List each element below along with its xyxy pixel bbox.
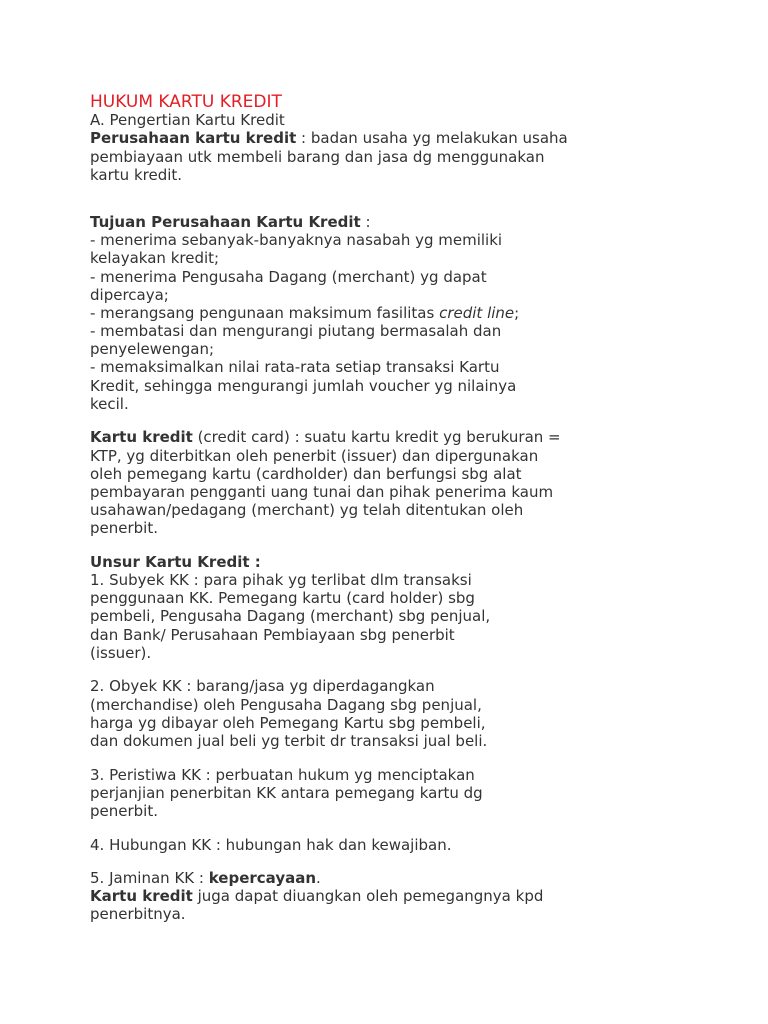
unsur-item-line — [90, 887, 730, 905]
unsur-item-2 — [90, 677, 730, 750]
unsur-item-line: 4. Hubungan KK : hubungan hak dan kewajiban. — [90, 835, 452, 854]
unsur-item-line — [90, 869, 730, 887]
kartu-kredit-line: pembayaran pengganti uang tunai dan pihak penerima kaum — [90, 482, 554, 501]
tujuan-line: penyelewengan; — [90, 340, 215, 359]
kartu-kredit-line: KTP, yg diterbitkan oleh penerbit (issuer) dan dipergunakan — [90, 446, 539, 465]
tujuan-line: Kredit, sehingga mengurangi jumlah voucher yg nilainya — [90, 376, 517, 395]
tujuan-line: kelayakan kredit; — [90, 249, 220, 268]
unsur-item-line: harga yg dibayar oleh Pemegang Kartu sbg pembeli, — [90, 713, 486, 732]
unsur-item-line: (issuer). — [90, 643, 152, 662]
tujuan-line-text: ; — [514, 303, 520, 322]
unsur-heading: Unsur Kartu Kredit : — [90, 552, 261, 571]
document-title: HUKUM KARTU KREDIT — [90, 92, 282, 112]
tujuan-heading-line — [90, 213, 730, 231]
definition-term: Perusahaan kartu kredit — [90, 129, 297, 148]
tujuan-line — [90, 304, 730, 322]
unsur-item-line: pembeli, Pengusaha Dagang (merchant) sbg penjual, — [90, 607, 491, 626]
tujuan-line: - menerima Pengusaha Dagang (merchant) yg dapat — [90, 267, 487, 286]
tujuan-line: kecil. — [90, 394, 129, 413]
unsur-heading-line — [90, 553, 730, 571]
kepercayaan-emphasis: kepercayaan — [208, 869, 317, 888]
definition-line: kartu kredit. — [90, 165, 183, 184]
kartu-kredit-line: oleh pemegang kartu (cardholder) dan berfungsi sbg alat — [90, 464, 522, 483]
unsur-item-line: penerbitnya. — [90, 905, 186, 924]
kartu-kredit-line: penerbit. — [90, 519, 158, 538]
tujuan-line-text: - merangsang pengunaan maksimum fasilitas — [90, 303, 440, 322]
kartu-kredit-text: (credit card) : suatu kartu kredit yg berukuran = — [192, 428, 561, 447]
unsur-item-3 — [90, 766, 730, 821]
tujuan-line: - memaksimalkan nilai rata-rata setiap transaksi Kartu — [90, 358, 500, 377]
intro-paragraph — [90, 93, 730, 184]
unsur-item-text: 5. Jaminan KK : — [90, 869, 209, 888]
kartu-kredit-term: Kartu kredit — [90, 428, 193, 447]
tujuan-line: - menerima sebanyak-banyaknya nasabah yg memiliki — [90, 231, 503, 250]
definition-line — [90, 129, 730, 147]
definition-line: pembiayaan utk membeli barang dan jasa dg menggunakan — [90, 147, 545, 166]
kartu-kredit-paragraph — [90, 428, 730, 537]
unsur-item-line: penggunaan KK. Pemegang kartu (card holder) sbg — [90, 589, 475, 608]
unsur-item-line: perjanjian penerbitan KK antara pemegang kartu dg — [90, 783, 483, 802]
document-page — [90, 93, 730, 924]
tujuan-line: dipercaya; — [90, 285, 169, 304]
section-a-heading: A. Pengertian Kartu Kredit — [90, 111, 285, 130]
kartu-kredit-term: Kartu kredit — [90, 887, 193, 906]
unsur-item-line: 1. Subyek KK : para pihak yg terlibat dlm transaksi — [90, 571, 472, 590]
unsur-item-text: juga dapat diuangkan oleh pemegangnya kpd — [192, 887, 544, 906]
unsur-item-line: dan Bank/ Perusahaan Pembiayaan sbg penerbit — [90, 625, 455, 644]
credit-line-emphasis: credit line — [439, 303, 515, 322]
kartu-kredit-line: usahawan/pedagang (merchant) yg telah ditentukan oleh — [90, 501, 524, 520]
unsur-item-line: 3. Peristiwa KK : perbuatan hukum yg menciptakan — [90, 765, 475, 784]
unsur-item-text: . — [316, 869, 321, 888]
unsur-item-4 — [90, 836, 730, 854]
tujuan-heading: Tujuan Perusahaan Kartu Kredit — [90, 212, 361, 231]
unsur-item-line: (merchandise) oleh Pengusaha Dagang sbg penjual, — [90, 695, 482, 714]
definition-text: : badan usaha yg melakukan usaha — [296, 129, 568, 148]
kartu-kredit-line — [90, 428, 730, 446]
unsur-item-line: penerbit. — [90, 801, 158, 820]
tujuan-paragraph — [90, 213, 730, 413]
unsur-item-5 — [90, 869, 730, 924]
tujuan-line: - membatasi dan mengurangi piutang bermasalah dan — [90, 322, 502, 341]
unsur-item-line: 2. Obyek KK : barang/jasa yg diperdagangkan — [90, 677, 435, 696]
unsur-paragraph — [90, 553, 730, 662]
tujuan-heading-suffix: : — [360, 212, 371, 231]
unsur-item-line: dan dokumen jual beli yg terbit dr transaksi jual beli. — [90, 731, 488, 750]
